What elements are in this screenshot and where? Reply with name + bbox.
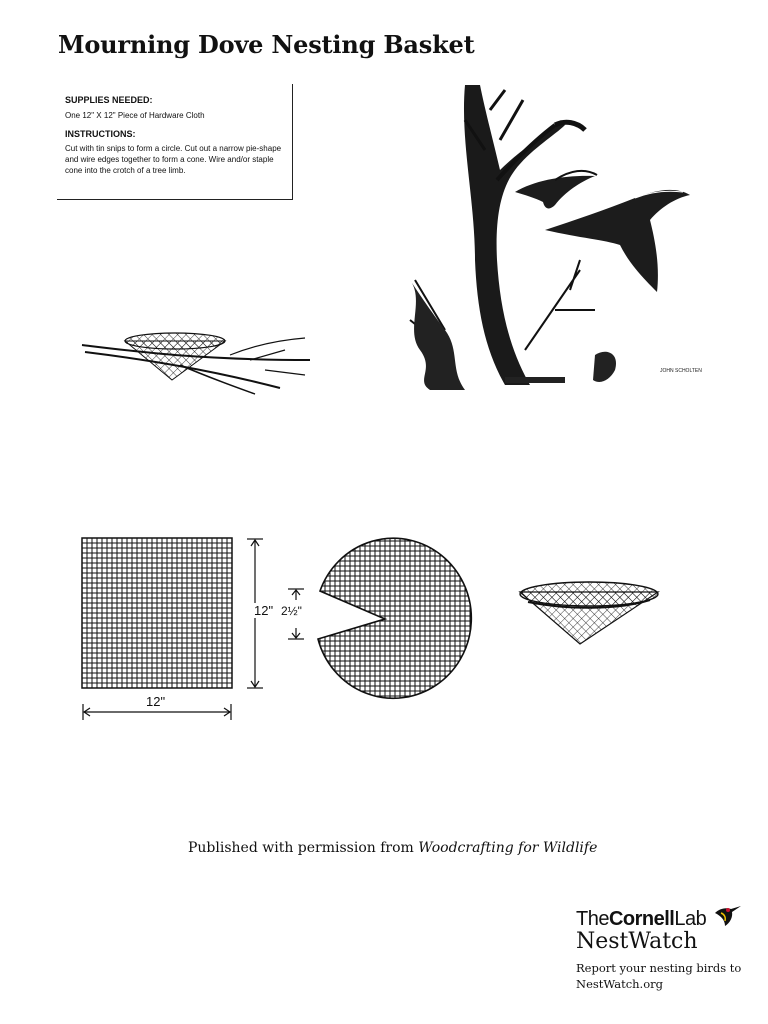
- artist-signature: JOHN SCHOLTEN: [660, 368, 702, 374]
- page-title: Mourning Dove Nesting Basket: [58, 30, 475, 59]
- instructions-text: Cut with tin snips to form a circle. Cut out a narrow pie-shape and wire edges together to form a cone. Wire and/or staple cone into the crotch of a tree limb.: [65, 144, 282, 175]
- logo-tagline: [576, 960, 746, 992]
- credit-prefix: Published with permission from: [188, 840, 419, 856]
- hardware-cloth-square: [82, 538, 234, 688]
- logo-tagline-line-2[interactable]: NestWatch.org: [576, 977, 663, 991]
- basket-on-branch-illustration: [80, 330, 315, 400]
- tree-doves-illustration: [405, 80, 735, 395]
- finished-cone-diagram: [518, 580, 660, 648]
- side-dimension-label: 12": [254, 603, 274, 618]
- woodpecker-icon: [713, 905, 743, 927]
- bottom-dimension-label: 12": [146, 694, 166, 709]
- supplies-box: [57, 84, 293, 200]
- instructions-header: INSTRUCTIONS:: [65, 129, 136, 139]
- logo-cornell: Cornell: [608, 908, 675, 930]
- logo-tagline-line-1: Report your nesting birds to: [576, 961, 742, 975]
- nestwatch-logo: [576, 908, 746, 992]
- permission-credit: [188, 840, 597, 856]
- logo-lab: Lab: [674, 908, 707, 930]
- supplies-item: One 12" X 12" Piece of Hardware Cloth: [65, 111, 205, 120]
- nestwatch-wordmark: NestWatch: [576, 929, 698, 954]
- cornell-lab-wordmark: [576, 908, 746, 931]
- cut-circle-diagram: [310, 536, 470, 704]
- gap-dimension-label: 2½": [281, 604, 302, 618]
- supplies-header: SUPPLIES NEEDED:: [65, 95, 153, 105]
- logo-the: The: [576, 908, 609, 930]
- credit-source: Woodcrafting for Wildlife: [418, 840, 598, 856]
